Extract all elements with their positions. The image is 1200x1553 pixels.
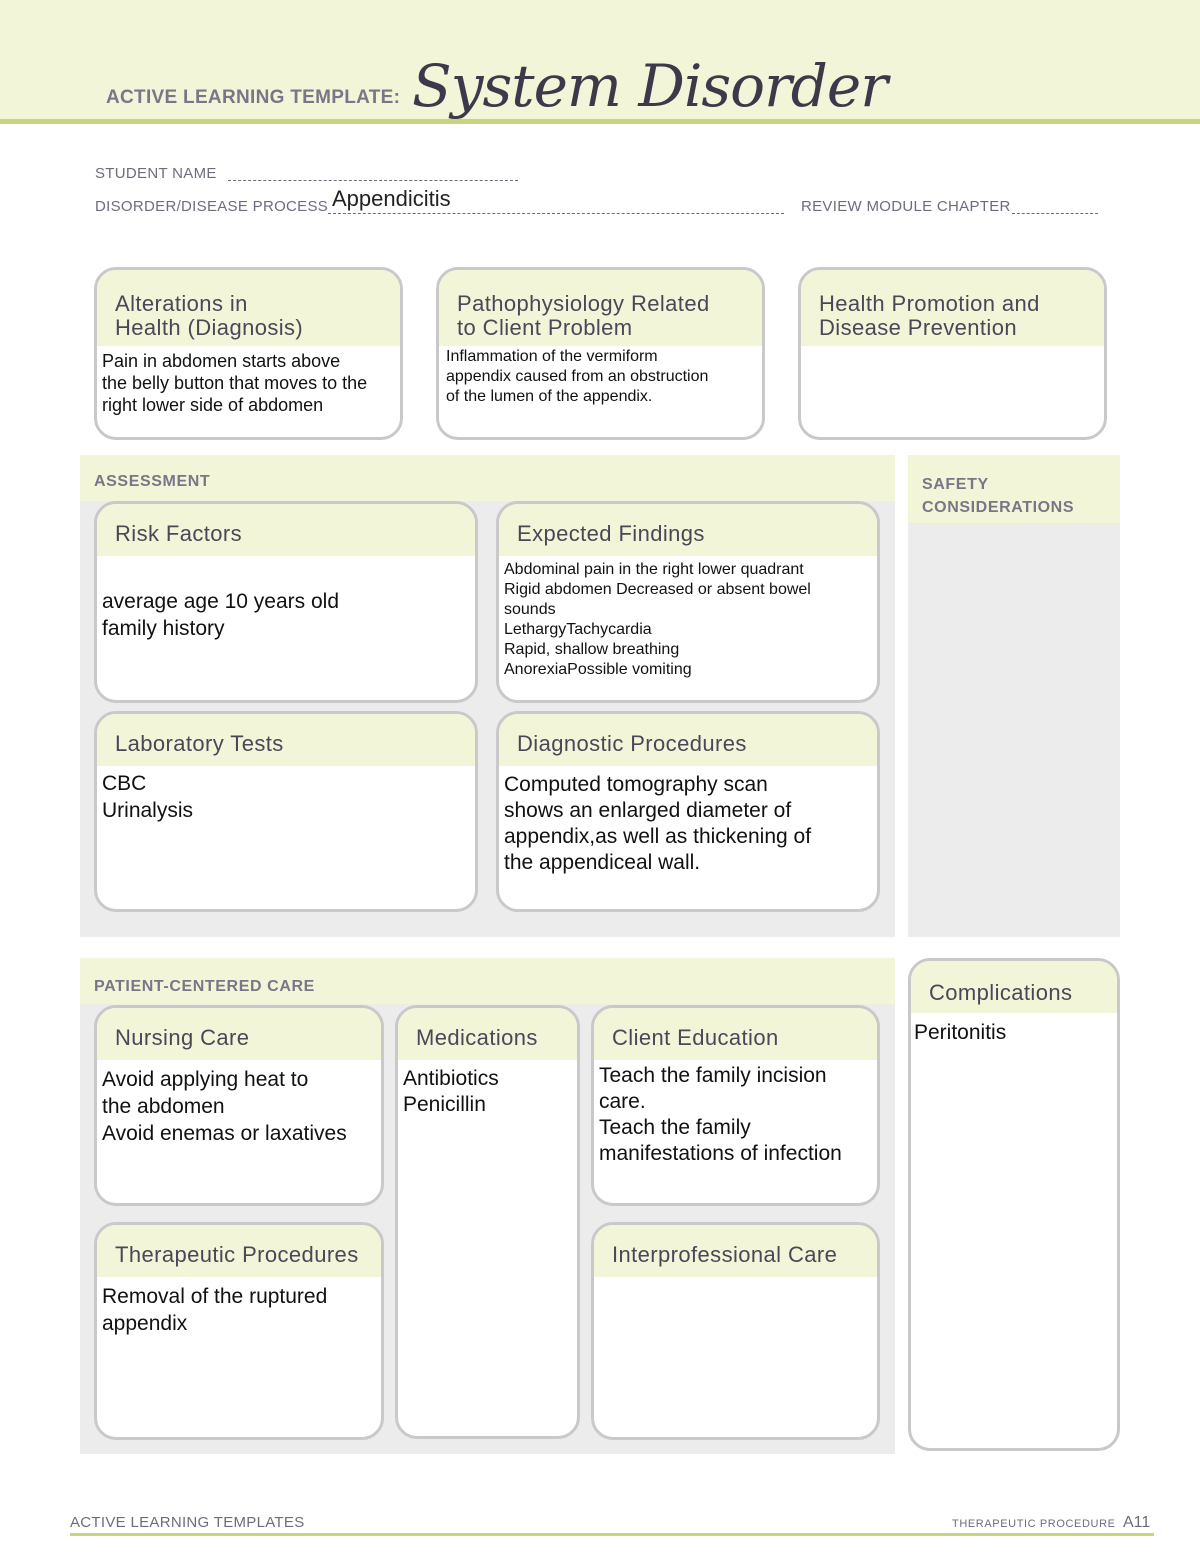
template-label: ACTIVE LEARNING TEMPLATE: bbox=[106, 87, 401, 108]
health-promotion-text[interactable] bbox=[801, 346, 1104, 354]
expected-findings-title: Expected Findings bbox=[499, 504, 877, 556]
therapeutic-procedures-card bbox=[94, 1222, 384, 1440]
laboratory-tests-text[interactable]: CBC Urinalysis bbox=[102, 772, 194, 822]
client-education-title: Client Education bbox=[594, 1008, 877, 1060]
page-title: System Disorder bbox=[412, 52, 887, 120]
medications-text[interactable]: Antibiotics Penicillin bbox=[403, 1067, 499, 1116]
assessment-title: ASSESSMENT bbox=[94, 473, 211, 490]
patient-care-title: PATIENT-CENTERED CARE bbox=[94, 978, 315, 995]
alterations-title: Alterations in Health (Diagnosis) bbox=[97, 270, 400, 346]
interprofessional-care-title: Interprofessional Care bbox=[594, 1225, 877, 1277]
disorder-value: Appendicitis bbox=[332, 186, 451, 211]
risk-factors-card bbox=[94, 501, 478, 703]
safety-title: SAFETY CONSIDERATIONS bbox=[922, 476, 1075, 516]
laboratory-tests-title: Laboratory Tests bbox=[97, 714, 475, 766]
safety-panel bbox=[908, 455, 1120, 937]
footer-rule bbox=[70, 1533, 1154, 1536]
nursing-care-text[interactable]: Avoid applying heat to the abdomen Avoid enemas or laxatives bbox=[102, 1068, 347, 1145]
medications-title: Medications bbox=[398, 1008, 577, 1060]
therapeutic-procedures-title: Therapeutic Procedures bbox=[97, 1225, 381, 1277]
footer-left: ACTIVE LEARNING TEMPLATES bbox=[70, 1514, 305, 1531]
complications-title: Complications bbox=[911, 961, 1117, 1013]
pathophysiology-title: Pathophysiology Related to Client Problem bbox=[439, 270, 762, 346]
health-promotion-card bbox=[798, 267, 1107, 440]
therapeutic-procedures-text[interactable]: Removal of the ruptured appendix bbox=[102, 1285, 328, 1335]
footer-right: THERAPEUTIC PROCEDURE bbox=[952, 1518, 1116, 1530]
interprofessional-care-card bbox=[591, 1222, 880, 1440]
alterations-text[interactable]: Pain in abdomen starts above the belly button that moves to the right lower side of abdomen bbox=[102, 351, 368, 415]
alterations-card bbox=[94, 267, 403, 440]
interprofessional-care-text[interactable] bbox=[594, 1277, 877, 1285]
review-module-field[interactable] bbox=[1012, 213, 1098, 214]
disorder-field[interactable] bbox=[328, 213, 784, 214]
medications-card bbox=[395, 1005, 580, 1439]
expected-findings-text[interactable]: Abdominal pain in the right lower quadrant Rigid abdomen Decreased or absent bowel sounds LethargyTachycardia Rapid, shallow breathing AnorexiaPossible vomiting bbox=[504, 561, 811, 678]
risk-factors-title: Risk Factors bbox=[97, 504, 475, 556]
page-number: A11 bbox=[1123, 1514, 1151, 1531]
diagnostic-procedures-text[interactable]: Computed tomography scan shows an enlarged diameter of appendix,as well as thickening of the appendiceal wall. bbox=[504, 773, 812, 874]
diagnostic-procedures-title: Diagnostic Procedures bbox=[499, 714, 877, 766]
health-promotion-title: Health Promotion and Disease Prevention bbox=[801, 270, 1104, 346]
nursing-care-title: Nursing Care bbox=[97, 1008, 381, 1060]
disorder-label: DISORDER/DISEASE PROCESS bbox=[95, 198, 329, 215]
laboratory-tests-card bbox=[94, 711, 478, 912]
complications-text[interactable]: Peritonitis bbox=[914, 1021, 1007, 1044]
student-name-label: STUDENT NAME bbox=[95, 165, 217, 182]
risk-factors-text[interactable]: average age 10 years old family history bbox=[102, 590, 339, 640]
client-education-card bbox=[591, 1005, 880, 1206]
nursing-care-card bbox=[94, 1005, 384, 1206]
pathophysiology-card bbox=[436, 267, 765, 440]
pathophysiology-text[interactable]: Inflammation of the vermiform appendix caused from an obstruction of the lumen of the appendix. bbox=[446, 348, 709, 405]
complications-card bbox=[908, 958, 1120, 1451]
expected-findings-card bbox=[496, 501, 880, 703]
review-module-label: REVIEW MODULE CHAPTER bbox=[801, 198, 1011, 215]
client-education-text[interactable]: Teach the family incision care. Teach the family manifestations of infection bbox=[599, 1064, 842, 1165]
student-name-field[interactable] bbox=[228, 180, 518, 181]
diagnostic-procedures-card bbox=[496, 711, 880, 912]
